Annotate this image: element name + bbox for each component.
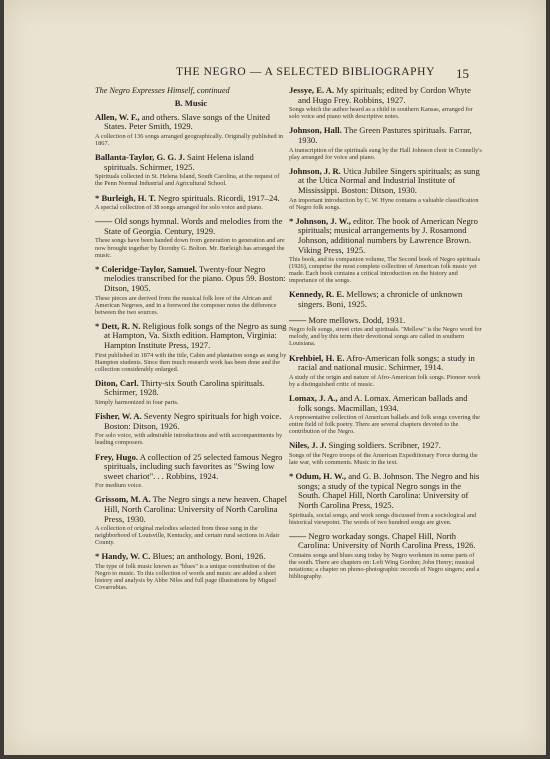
entry-annotation: Contains songs and blues sung today by Negro workmen in some parts of the south. There are chapters on: Left Wing Gordon; John Henry; musical notations; a chapter on phono-photographic records of Negro singers; and a bibliography.: [289, 551, 480, 581]
bibliography-entry: [95, 495, 287, 546]
entry-author: ——: [289, 314, 307, 325]
bibliography-entry: [289, 472, 483, 526]
entry-annotation: A representative collection of American ballads and folk songs covering the entire field of folk poetry. There are several chapters devoted to the contribution of the Negro.: [289, 414, 480, 436]
entry-annotation: A collection of 136 songs arranged geographically. Originally published in 1867.: [95, 133, 284, 148]
asterisk-marker: *: [289, 471, 296, 482]
entry-annotation: A special collection of 38 songs arranged for solo voice and piano.: [95, 204, 263, 212]
entry-author: Johnson, J. R.: [289, 165, 341, 176]
entry-annotation: This book, and its companion volume, The Second book of Negro spirituals (1926), comprise the most complete collection of American folk music yet made. Each book contains a critical introduction on the history and importance of the songs.: [289, 256, 481, 285]
entry-citation: [95, 495, 287, 524]
entry-citation: [95, 153, 287, 172]
bibliography-entry: [289, 167, 483, 211]
bibliography-entry: [95, 153, 287, 187]
asterisk-marker: *: [289, 215, 296, 226]
entry-annotation: These songs have been handed down from generation to generation and are now brought together by Dorothy G. Bolton. Mr. Burleigh has arranged the music.: [95, 237, 285, 259]
entry-author: Johnson, Hall.: [289, 125, 342, 136]
bibliography-entry: [289, 290, 483, 309]
bibliography-entry: [95, 265, 287, 316]
entry-annotation: A collection of original melodies selected from those sung in the neighborhood of Louisville, Kentucky, and certain rural sections in Adair County.: [95, 525, 280, 547]
bibliography-entry: [289, 441, 483, 466]
entry-annotation: For medium voice.: [95, 482, 143, 490]
entry-author: Odum, H. W.,: [295, 471, 347, 482]
entry-title-publisher: More mellows. Dodd, 1931.: [306, 314, 406, 325]
bibliography-entry: [95, 453, 287, 490]
entry-citation: [95, 217, 287, 236]
entry-citation: [289, 532, 483, 551]
entry-title-publisher: Blues; an anthology. Boni, 1926.: [150, 551, 266, 562]
bibliography-entry: [95, 217, 287, 258]
entry-annotation: Songs of the Negro troops of the American Expeditionary Force during the late war, with comments. Music in the text.: [289, 451, 478, 467]
asterisk-marker: *: [95, 551, 102, 562]
entry-citation: [95, 412, 287, 431]
entry-title-publisher: Thirty-six South Carolina spirituals. Schirmer, 1928.: [104, 377, 265, 398]
bibliography-entry: [95, 412, 287, 446]
entry-annotation: Spirituals, social songs, and work songs discussed from a sociological and historical viewpoint. The words of two hundred songs are given.: [289, 511, 477, 526]
entry-title-publisher: Twenty-four Negro melodies transcribed for the piano. Opus 59. Boston: Ditson, 1905.: [104, 263, 286, 293]
entry-author: Fisher, W. A.: [95, 411, 142, 422]
left-column: [95, 86, 287, 597]
section-heading: B. Music: [174, 98, 208, 109]
entry-title-publisher: Seventy Negro spirituals for high voice. Boston: Ditson, 1926.: [104, 411, 282, 431]
entry-author: Dett, R. N.: [101, 320, 141, 331]
entry-title-publisher: Mellows; a chronicle of unknown singers. Boni, 1925.: [298, 289, 463, 310]
entry-annotation: First published in 1874 with the title, Cabin and plantation songs as sung by Hampton students. Since then much research work has been done and the collection considerably enlarged.: [95, 351, 287, 373]
right-column: [289, 86, 483, 586]
entry-title-publisher: My spirituals; edited by Cordon Whyte and Hugo Frey. Robbins, 1927.: [298, 85, 471, 105]
entry-author: Allen, W. F.,: [95, 111, 140, 122]
entry-citation: [289, 472, 483, 510]
entry-annotation: A study of the origin and nature of Afro-American folk songs. Pioneer work by a distinguished critic of music.: [289, 373, 481, 388]
book-page: [4, 0, 546, 755]
entry-title-publisher: Negro workaday songs. Chapel Hill, North Carolina: University of North Carolina Press, 1926.: [298, 530, 476, 551]
entry-author: Johnson, J. W.,: [295, 215, 351, 226]
bibliography-entry: [289, 316, 483, 348]
bibliography-entry: [95, 113, 287, 147]
asterisk-marker: *: [95, 263, 102, 274]
bibliography-entry: [289, 126, 483, 160]
entry-author: ——: [289, 530, 307, 541]
page-number: 15: [456, 66, 469, 81]
entry-author: Niles, J. J.: [289, 440, 327, 451]
right-entry-list: [289, 86, 483, 580]
entry-title-publisher: Utica Jubilee Singers spirituals; as sung at the Utica Normal and Industrial Institute of Mississippi. Boston: Ditson, 1930.: [298, 165, 480, 195]
entry-annotation: Negro folk songs, street cries and spirituals. "Mellow" is the Negro word for melody, and by this term their devotional songs are called in southern Louisiana.: [289, 326, 482, 348]
entry-author: Diton, Carl.: [95, 377, 139, 388]
entry-title-publisher: A collection of 25 selected famous Negro spirituals, including such favorites as "Swing low sweet chariot". . . Robbins, 1924.: [104, 451, 283, 481]
entry-author: Lomax, J. A.,: [289, 392, 338, 403]
bibliography-entry: [95, 379, 287, 406]
entry-title-publisher: and A. Lomax. American ballads and folk songs. Macmillan, 1934.: [298, 392, 468, 413]
entry-author: Burleigh, H. T.: [101, 192, 156, 203]
entry-citation: [95, 265, 287, 294]
entry-citation: [289, 354, 483, 373]
bibliography-entry: [95, 552, 287, 591]
entry-citation: [95, 113, 287, 132]
entry-annotation: For solo voice, with admirable introductions and with accompaniments by leading composers.: [95, 432, 283, 447]
entry-annotation: A transcription of the spirituals sung by the Hall Johnson choir in Connelly's play arranged for voice and piano.: [289, 146, 482, 161]
bibliography-entry: [289, 394, 483, 435]
entry-author: Krehbiel, H. E.: [289, 352, 345, 363]
entry-title-publisher: editor. The book of American Negro spirituals; musical arrangements by J. Rosamond Johnson, additional numbers by Lawrence Brown. Viking Press, 1925.: [298, 215, 478, 255]
entry-annotation: These pieces are derived from the musical folk lore of the African and American Negroes, and in a foreword the composer notes the difference between the two sources.: [95, 294, 277, 316]
entry-citation: [289, 217, 483, 255]
entry-annotation: Spirituals collected in St. Helena Island, South Carolina, at the request of the Penn Normal Industrial and Agricultural School.: [95, 173, 280, 188]
entry-title-publisher: The Negro sings a new heaven. Chapel Hill, North Carolina: University of North Carolina Press, 1930.: [104, 494, 287, 524]
entry-citation: [289, 167, 483, 196]
asterisk-marker: *: [95, 320, 102, 331]
entry-title-publisher: Religious folk songs of the Negro as sung at Hampton, Va. Sixth edition. Hampton, Virginia: Hampton Institute Press, 1927.: [104, 320, 287, 350]
left-entry-list: [95, 113, 287, 592]
entry-citation: [95, 194, 287, 204]
entry-annotation: An important introduction by C. W. Hyne contains a valuable classification of Negro folk songs.: [289, 196, 479, 211]
entry-citation: [289, 316, 483, 326]
entry-author: Ballanta-Taylor, G. G. J.: [95, 152, 185, 163]
entry-title-publisher: Saint Helena island spirituals. Schirmer, 1925.: [104, 152, 254, 172]
bibliography-entry: [289, 532, 483, 581]
entry-title-publisher: Negro spirituals. Ricordi, 1917–24.: [155, 192, 280, 203]
entry-title-publisher: Old songs hymnal. Words and melodies from the State of Georgia. Century, 1929.: [104, 216, 283, 236]
entry-citation: [289, 394, 483, 413]
entry-author: ——: [95, 216, 113, 227]
entry-citation: [95, 453, 287, 482]
entry-citation: [95, 552, 287, 562]
entry-citation: [95, 322, 287, 351]
entry-title-publisher: Singing soldiers. Scribner, 1927.: [326, 440, 441, 451]
entry-citation: [95, 379, 287, 398]
bibliography-entry: [289, 217, 483, 285]
entry-title-publisher: Afro-American folk songs; a study in racial and national music. Schirmer, 1914.: [298, 352, 475, 373]
entry-citation: [289, 290, 483, 309]
entry-annotation: Simply harmonized in four parts.: [95, 399, 179, 407]
bibliography-entry: [289, 354, 483, 388]
entry-author: Handy, W. C.: [101, 551, 151, 562]
bibliography-entry: [95, 322, 287, 373]
entry-author: Jessye, E. A.: [289, 85, 335, 95]
entry-author: Coleridge-Taylor, Samuel.: [101, 263, 198, 274]
entry-citation: [289, 441, 483, 451]
entry-citation: [289, 86, 483, 105]
entry-author: Grissom, M. A.: [95, 494, 151, 505]
entry-citation: [289, 126, 483, 145]
entry-annotation: The type of folk music known as "blues" is a unique contribution of the Negro to music. To this collection of words and music are added a short history and analysis by Abbe Niles and full page illustrations by Miguel Covarrubias.: [95, 563, 277, 592]
entry-author: Frey, Hugo.: [95, 451, 139, 462]
bibliography-entry: [95, 194, 287, 212]
bibliography-entry: [289, 86, 483, 120]
entry-title-publisher: and others. Slave songs of the United States. Peter Smith, 1929.: [104, 111, 270, 132]
entry-author: Kennedy, R. E.: [289, 289, 345, 300]
asterisk-marker: *: [95, 192, 102, 203]
running-title: THE NEGRO — A SELECTED BIBLIOGRAPHY: [176, 66, 435, 78]
entry-title-publisher: The Green Pastures spirituals. Farrar, 1930.: [298, 125, 472, 145]
continued-subheading: The Negro Expresses Himself, continued: [95, 86, 230, 95]
entry-title-publisher: and G. B. Johnson. The Negro and his songs; a study of the typical Negro songs in the South. Chapel Hill, North Carolina: University of North Carolina Press, 1925.: [298, 471, 480, 510]
entry-annotation: Songs which the author heard as a child in southern Kansas, arranged for solo voice and piano with descriptive notes.: [289, 106, 473, 121]
